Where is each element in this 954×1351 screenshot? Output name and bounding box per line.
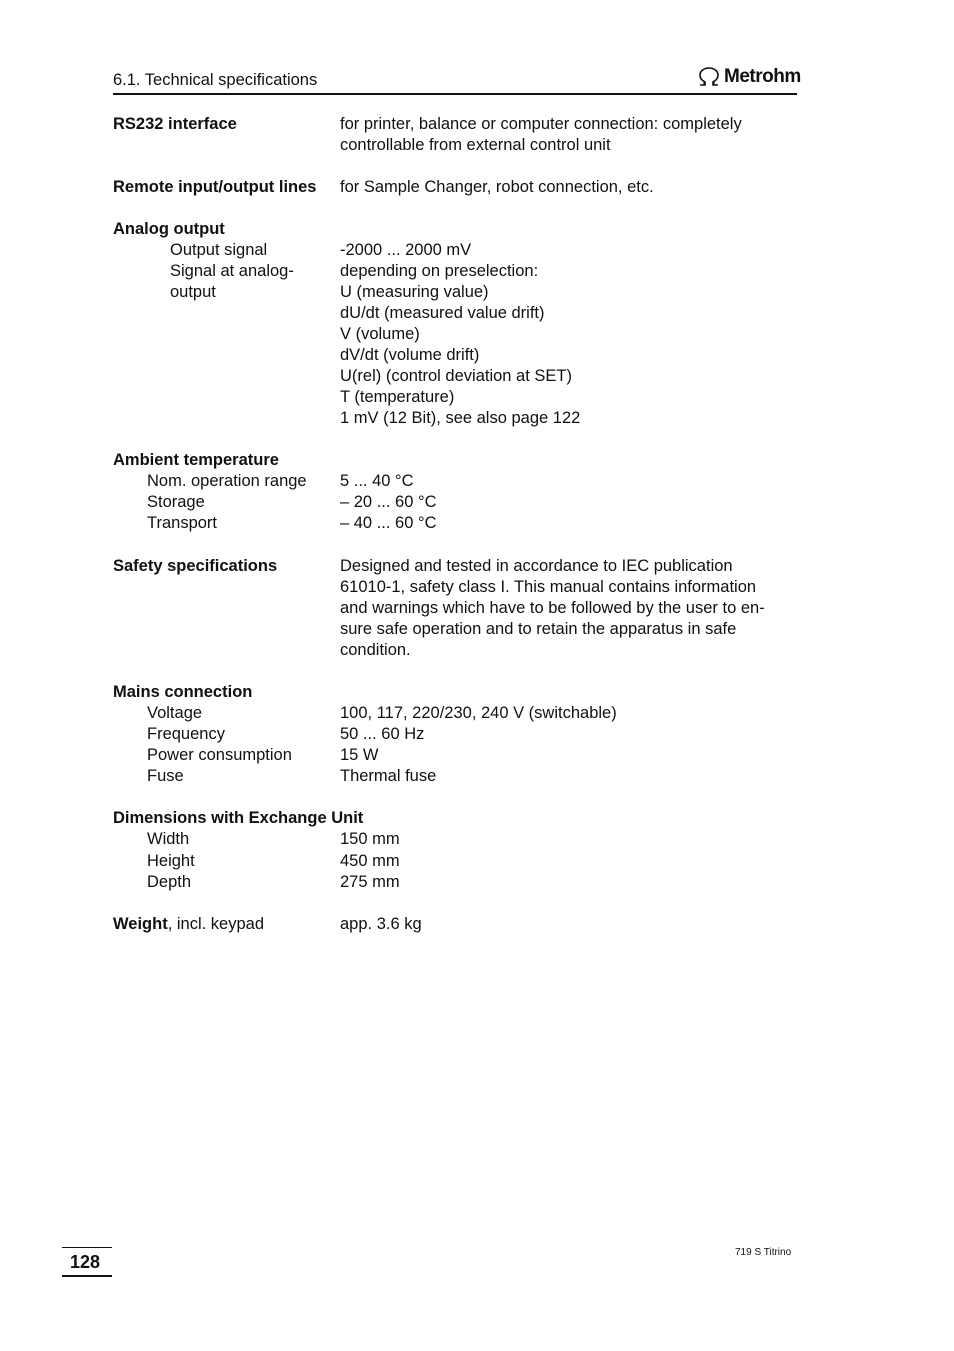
spec-value: 1 mV (12 Bit), see also page 122 <box>340 409 581 427</box>
spec-value: – 20 ... 60 °C <box>340 493 437 511</box>
spec-value: U(rel) (control deviation at SET) <box>340 367 572 385</box>
spec-row-cont <box>0 598 954 619</box>
spec-value: 5 ... 40 °C <box>340 472 414 490</box>
spec-row-cont <box>0 577 954 598</box>
spec-sublabel: output <box>170 283 216 301</box>
spec-sublabel: Width <box>147 830 190 848</box>
spec-sublabel: Frequency <box>147 725 225 743</box>
spec-row-transport <box>0 513 954 534</box>
spec-sublabel: Height <box>147 852 195 870</box>
spec-row-rs232-cont <box>0 135 954 156</box>
spec-label: Mains connection <box>113 683 253 701</box>
spec-row-cont <box>0 408 954 429</box>
spec-row-fuse <box>0 766 954 787</box>
spec-sublabel: Fuse <box>147 767 184 785</box>
spec-row-cont <box>0 640 954 661</box>
page-number: 128 <box>70 1252 101 1272</box>
spec-value: 150 mm <box>340 830 400 848</box>
spec-row-cont <box>0 345 954 366</box>
spec-sublabel: Nom. operation range <box>147 472 307 490</box>
section-title: 6.1. Technical specifications <box>113 71 318 89</box>
spec-sublabel: Voltage <box>147 704 203 722</box>
spec-row-safety <box>0 556 954 577</box>
logo-text: Metrohm <box>724 66 801 87</box>
page-number-rule-top <box>62 1247 112 1248</box>
page-number-rule-bottom <box>62 1275 112 1277</box>
spec-label: Safety specifications <box>113 557 278 575</box>
spec-row-frequency <box>0 724 954 745</box>
spec-value: Thermal fuse <box>340 767 437 785</box>
spec-label: Remote input/output lines <box>113 178 317 196</box>
spec-value: V (volume) <box>340 325 420 343</box>
spec-label: Analog output <box>113 220 225 238</box>
spec-row-signal-analog <box>0 261 954 282</box>
spec-value: and warnings which have to be followed by the user to en- <box>340 599 765 617</box>
spec-sublabel: Transport <box>147 514 217 532</box>
spec-row-power <box>0 745 954 766</box>
spec-value: T (temperature) <box>340 388 455 406</box>
spec-value: dU/dt (measured value drift) <box>340 304 545 322</box>
spec-value: Designed and tested in accordance to IEC publication <box>340 557 733 575</box>
footer-product: 719 S Titrino <box>735 1247 792 1258</box>
spec-sublabel: Depth <box>147 873 192 891</box>
omega-icon <box>697 67 721 87</box>
spec-row-cont <box>0 303 954 324</box>
spec-value: U (measuring value) <box>340 283 489 301</box>
spec-value: 450 mm <box>340 852 400 870</box>
spec-sublabel: Power consumption <box>147 746 292 764</box>
spec-value: sure safe operation and to retain the apparatus in safe <box>340 620 737 638</box>
spec-row-weight <box>0 914 954 935</box>
spec-row-cont <box>0 619 954 640</box>
spec-value: app. 3.6 kg <box>340 915 422 933</box>
spec-row-storage <box>0 492 954 513</box>
spec-value: -2000 ... 2000 mV <box>340 241 472 259</box>
spec-row-output-signal <box>0 240 954 261</box>
spec-label: Ambient temperature <box>113 451 279 469</box>
spec-row-remote <box>0 177 954 198</box>
spec-row-nom-range <box>0 471 954 492</box>
spec-row-depth <box>0 872 954 893</box>
spec-row-signal-analog-2 <box>0 282 954 303</box>
spec-heading-analog <box>0 219 954 240</box>
spec-row-cont <box>0 324 954 345</box>
spec-value: 275 mm <box>340 873 400 891</box>
spec-row-width <box>0 829 954 850</box>
spec-row-cont <box>0 366 954 387</box>
spec-heading-ambient <box>0 450 954 471</box>
metrohm-logo <box>697 66 801 88</box>
weight-label-bold: Weight <box>113 915 168 933</box>
header-rule <box>113 93 797 95</box>
spec-value: 100, 117, 220/230, 240 V (switchable) <box>340 704 617 722</box>
spec-row-height <box>0 851 954 872</box>
spec-value: dV/dt (volume drift) <box>340 346 480 364</box>
spec-value: for printer, balance or computer connection: completely <box>340 115 742 133</box>
spec-label: RS232 interface <box>113 115 237 133</box>
spec-sublabel: Output signal <box>170 241 268 259</box>
spec-label <box>113 914 264 935</box>
spec-value: controllable from external control unit <box>340 136 611 154</box>
weight-label-rest: , incl. keypad <box>167 915 265 933</box>
spec-value: 50 ... 60 Hz <box>340 725 425 743</box>
spec-heading-mains <box>0 682 954 703</box>
spec-sublabel: Signal at analog- <box>170 262 294 280</box>
spec-sublabel: Storage <box>147 493 205 511</box>
spec-heading-dimensions <box>0 808 954 829</box>
spec-row-cont <box>0 387 954 408</box>
spec-value: condition. <box>340 641 411 659</box>
spec-value: 61010-1, safety class I. This manual contains information <box>340 578 757 596</box>
spec-value: depending on preselection: <box>340 262 539 280</box>
spec-value: for Sample Changer, robot connection, etc. <box>340 178 654 196</box>
spec-row-rs232 <box>0 114 954 135</box>
spec-label: Dimensions with Exchange Unit <box>113 809 364 827</box>
spec-row-voltage <box>0 703 954 724</box>
spec-value: 15 W <box>340 746 379 764</box>
spec-value: – 40 ... 60 °C <box>340 514 437 532</box>
